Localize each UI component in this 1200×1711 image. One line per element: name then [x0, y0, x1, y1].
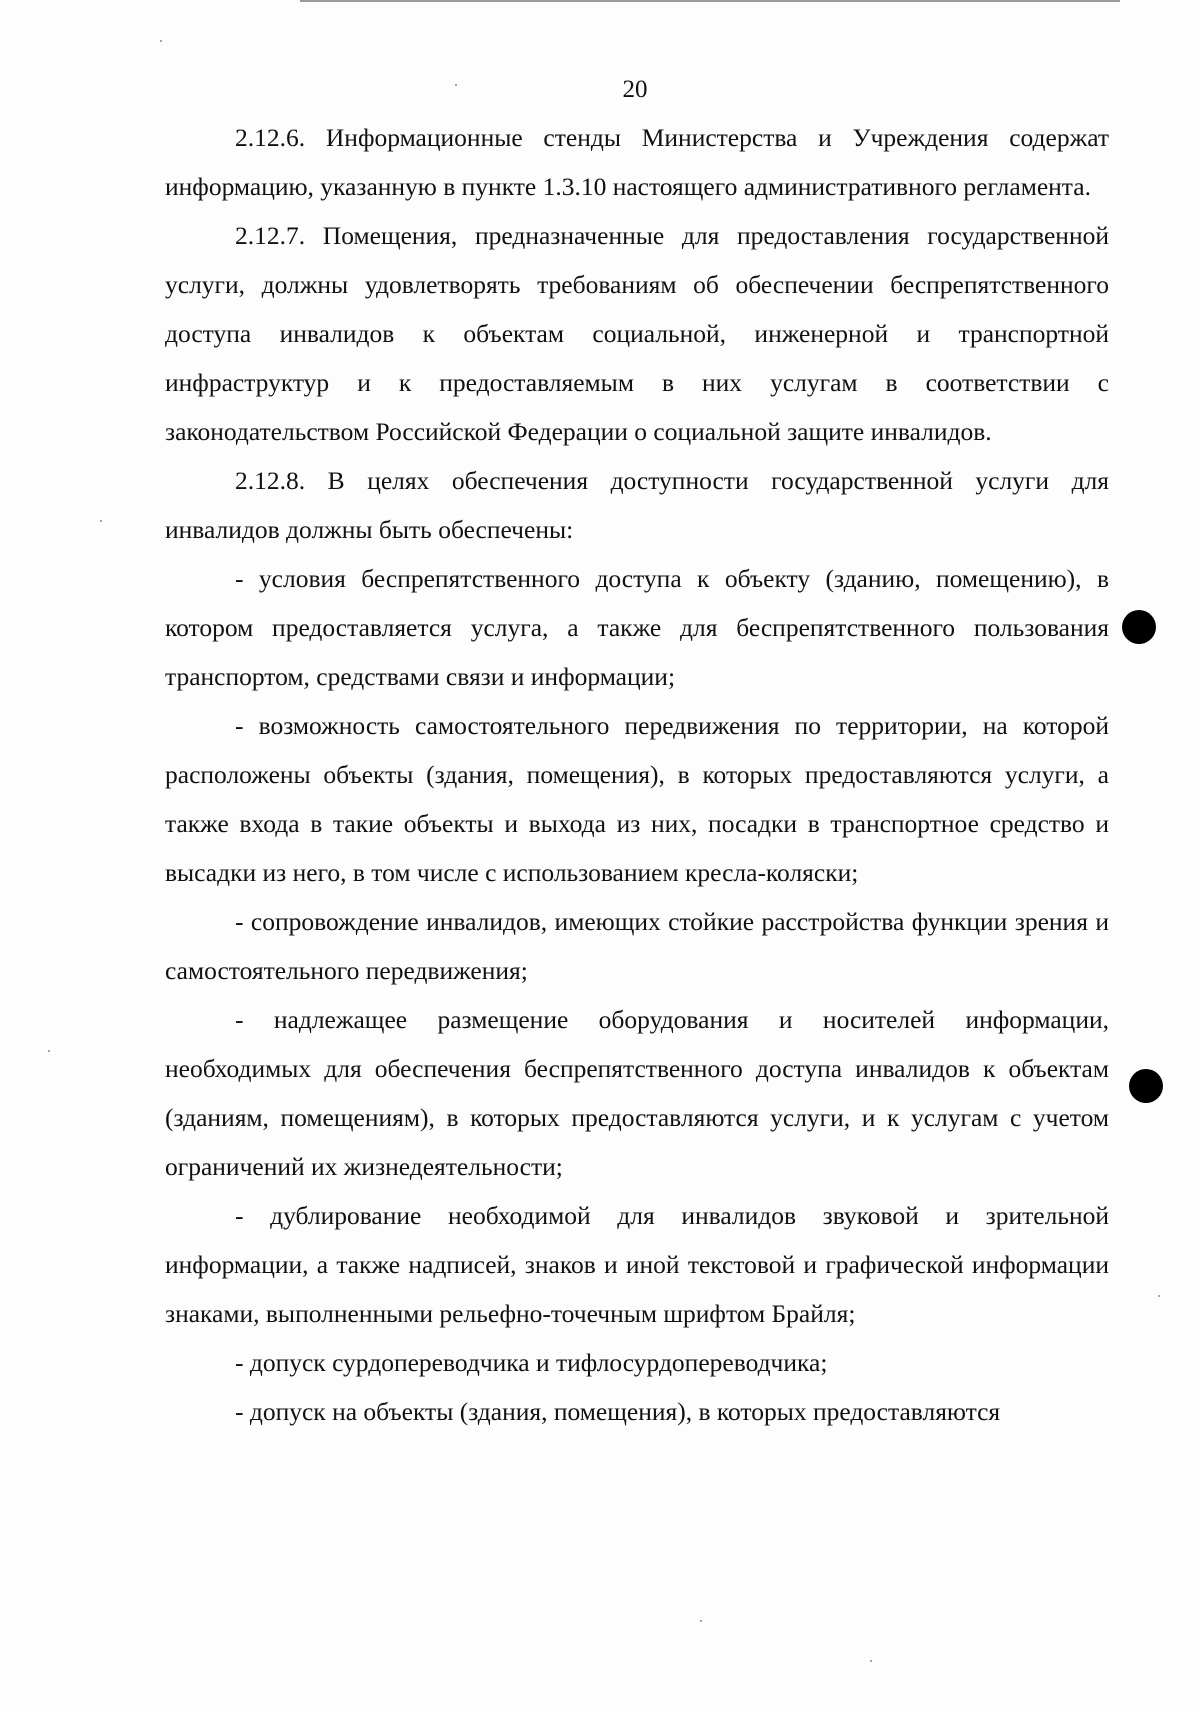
- paragraph-2-12-7: 2.12.7. Помещения, предназначенные для предоставления государственной услуги, должны удовлетворять требованиям об обеспечении беспрепятственного доступа инвалидов к объектам социальной, инженерной и транспортной инфраструктур и к предоставляемым в них услугам в соответствии с законодательством Российской Федерации о социальной защите инвалидов.: [165, 221, 1109, 446]
- scan-speck: [700, 1620, 702, 1622]
- list-item-equipment-placement: - надлежащее размещение оборудования и носителей информации, необходимых для обеспечения беспрепятственного доступа инвалидов к объектам (зданиям, помещениям), в которых предоставляются услуги, и к услугам с учетом ограничений их жизнедеятельности;: [165, 1005, 1109, 1181]
- punch-hole-mark: [1129, 1069, 1163, 1103]
- list-item-independent-movement: - возможность самостоятельного передвижения по территории, на которой расположены объекты (здания, помещения), в которых предоставляются услуги, а также входа в такие объекты и выхода из них, посадки в транспортное средство и высадки из него, в том числе с использованием кресла-коляски;: [165, 711, 1109, 887]
- paragraph-2-12-6: 2.12.6. Информационные стенды Министерства и Учреждения содержат информацию, указанную в пункте 1.3.10 настоящего административного регламента.: [165, 123, 1109, 201]
- list-item-interpreter-admission: - допуск сурдопереводчика и тифлосурдопереводчика;: [235, 1348, 828, 1377]
- list-item-access-conditions: - условия беспрепятственного доступа к объекту (зданию, помещению), в котором предоставляется услуга, а также для беспрепятственного пользования транспортом, средствами связи и информации;: [165, 564, 1109, 691]
- list-item-escort: - сопровождение инвалидов, имеющих стойкие расстройства функции зрения и самостоятельного передвижения;: [165, 907, 1109, 985]
- paragraph-2-12-8: 2.12.8. В целях обеспечения доступности государственной услуги для инвалидов должны быть обеспечены:: [165, 466, 1109, 544]
- scan-speck: [870, 1660, 872, 1662]
- punch-hole-mark: [1122, 610, 1156, 644]
- scan-speck: [455, 84, 457, 86]
- list-item-object-admission: - допуск на объекты (здания, помещения), в которых предоставляются: [235, 1397, 1001, 1426]
- scan-top-edge: [300, 0, 1120, 2]
- list-item-braille-duplication: - дублирование необходимой для инвалидов звуковой и зрительной информации, а также надписей, знаков и иной текстовой и графической информации знаками, выполненными рельефно-точечным шрифтом Брайля;: [165, 1201, 1109, 1328]
- scan-speck: [100, 520, 102, 522]
- scan-speck: [160, 40, 162, 42]
- scan-speck: [1158, 1295, 1160, 1297]
- scan-speck: [48, 1050, 50, 1052]
- document-body: [165, 113, 1109, 1436]
- page-number: 20: [622, 76, 648, 103]
